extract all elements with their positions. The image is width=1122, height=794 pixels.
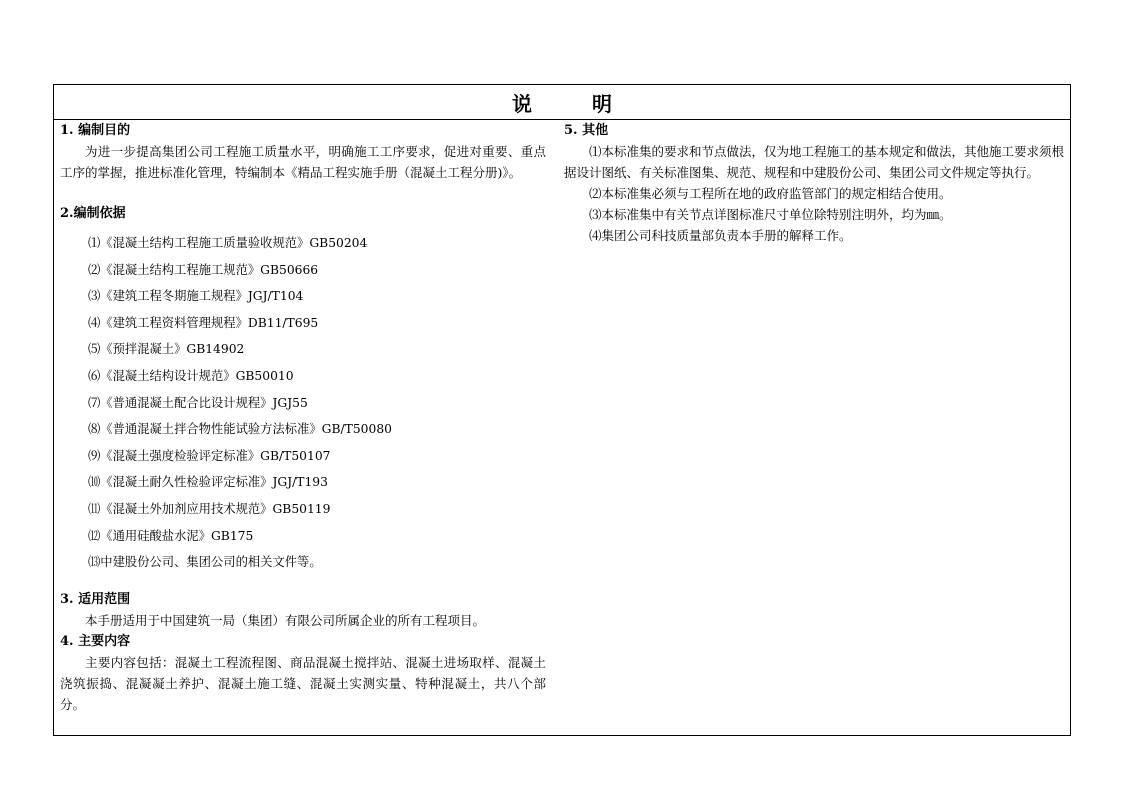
- list-item: ⑼《混凝土强度检验评定标准》GB/T50107: [88, 448, 331, 463]
- list-item: ⑴《混凝土结构工程施工质量验收规范》GB50204: [88, 236, 368, 250]
- section-3-heading: 3. 适用范围: [60, 591, 131, 607]
- document-frame: [53, 84, 1071, 736]
- list-item: ⑵本标准集必须与工程所在地的政府监管部门的规定相结合使用。: [589, 186, 952, 201]
- spacer: [60, 576, 546, 589]
- list-item: ⑽《混凝土耐久性检验评定标准》JGJ/T193: [88, 475, 328, 490]
- list-item: ⑴本标准集的要求和节点做法，仅为地工程施工的基本规定和做法，其他施工要求须根据设计图纸、有关标准图集、规范、规程和中建股份公司、集团公司文件规定等执行。: [564, 144, 1065, 180]
- list-item: ⑸《预拌混凝土》GB14902: [88, 342, 245, 357]
- page-title: [54, 85, 1070, 120]
- list-item: ⑷《建筑工程资料管理规程》DB11/T695: [88, 315, 319, 330]
- section-1-heading: 1. 编制目的: [60, 123, 131, 138]
- list-item: ⑶《建筑工程冬期施工规程》JGJ/T104: [88, 289, 304, 304]
- section-4-heading: 4. 主要内容: [60, 633, 131, 649]
- reference-list: [60, 230, 546, 576]
- left-column: [60, 120, 546, 715]
- content-columns: [54, 120, 1070, 736]
- list-item: ⒀中建股份公司、集团公司的相关文件等。: [88, 555, 322, 570]
- section-2-heading: 2.编制依据: [60, 206, 126, 221]
- right-column: [564, 120, 1066, 246]
- section-5-heading: 5. 其他: [564, 123, 609, 138]
- list-item: ⑵《混凝土结构工程施工规范》GB50666: [88, 262, 319, 277]
- list-item: ⑷集团公司科技质量部负责本手册的解释工作。: [589, 228, 852, 243]
- list-item: ⑻《普通混凝土拌合物性能试验方法标准》GB/T50080: [88, 422, 392, 437]
- list-item: ⑺《普通混凝土配合比设计规程》JGJ55: [88, 395, 308, 410]
- list-item: ⑹《混凝土结构设计规范》GB50010: [88, 368, 294, 383]
- section-3-body: 本手册适用于中国建筑一局（集团）有限公司所属企业的所有工程项目。: [85, 612, 486, 628]
- section-4-body: 主要内容包括：混凝土工程流程图、商品混凝土搅拌站、混凝土进场取样、混凝土浇筑振捣、混凝凝土养护、混凝土施工缝、混凝土实测实量、特种混凝土，共八个部分。: [60, 654, 546, 712]
- list-item: ⑾《混凝土外加剂应用技术规范》GB50119: [88, 501, 331, 516]
- title-char-right: 明: [592, 91, 612, 116]
- title-char-left: 说: [512, 91, 532, 116]
- spacer: [60, 183, 546, 203]
- section-1-body: 为进一步提高集团公司工程施工质量水平，明确施工工序要求，促进对重要、重点工序的掌握，推进标准化管理，特编制本《精品工程实施手册（混凝土工程分册)》。: [60, 144, 546, 180]
- list-item: ⑿《通用硅酸盐水泥》GB175: [88, 528, 254, 543]
- list-item: ⑶本标准集中有关节点详图标准尺寸单位除特别注明外，均为㎜。: [589, 207, 952, 222]
